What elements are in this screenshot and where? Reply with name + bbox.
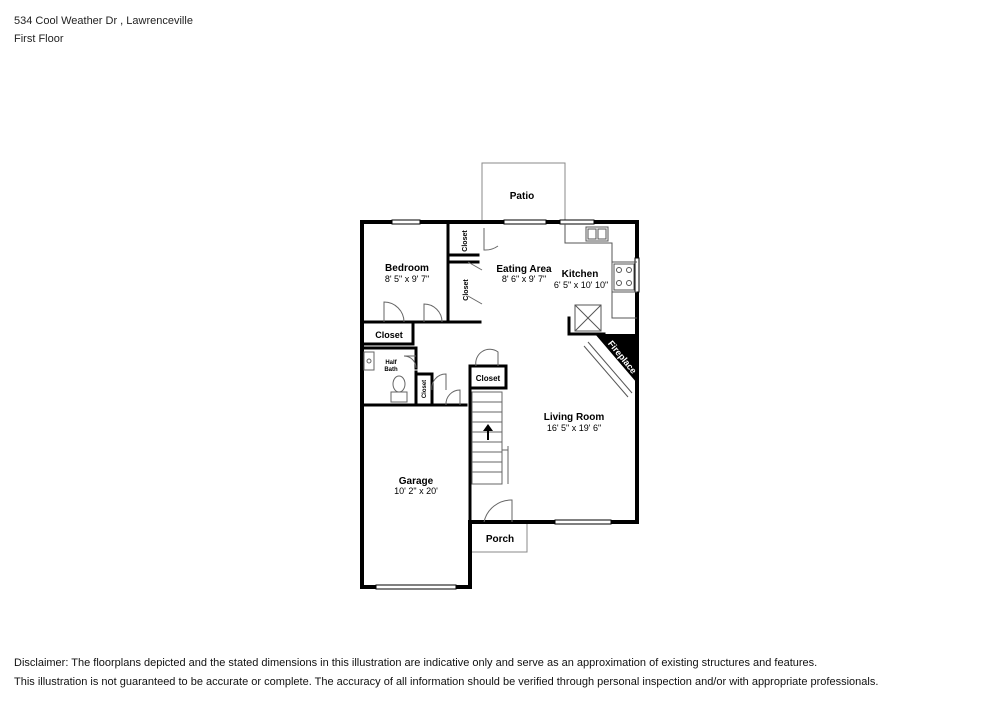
patio-label: Patio bbox=[509, 191, 535, 202]
disclaimer-line-1: Disclaimer: The floorplans depicted and the stated dimensions in this illustration are indicative only and serve as an approximation of existing structures and features. bbox=[14, 657, 818, 669]
eating-area-label: Eating Area bbox=[496, 264, 552, 275]
refrigerator-icon bbox=[575, 305, 601, 331]
sink-icon bbox=[586, 227, 608, 241]
bedroom-label: Bedroom bbox=[385, 263, 429, 274]
vanity-icon bbox=[364, 352, 374, 370]
closet-small-label: Closet bbox=[422, 379, 428, 399]
kitchen-dimensions: 6' 5" x 10' 10" bbox=[553, 280, 609, 290]
half-bath-label-line2: Bath bbox=[384, 367, 398, 373]
bedroom-dimensions: 8' 5" x 9' 7" bbox=[384, 274, 430, 284]
toilet-icon bbox=[391, 376, 407, 402]
half-bath-label-line1: Half bbox=[385, 360, 397, 366]
property-address: 534 Cool Weather Dr , Lawrenceville bbox=[14, 15, 193, 27]
closet-bedroom-label: Closet bbox=[375, 330, 403, 340]
disclaimer-line-2: This illustration is not guaranteed to be accurate or complete. The accuracy of all information should be verified through personal inspection and/or with appropriate professionals. bbox=[14, 676, 879, 688]
living-room-label: Living Room bbox=[543, 412, 605, 423]
garage-dimensions: 10' 2" x 20' bbox=[394, 486, 438, 496]
living-room-dimensions: 16' 5" x 19' 6" bbox=[546, 423, 602, 433]
floor-label: First Floor bbox=[14, 33, 64, 45]
porch-label: Porch bbox=[485, 534, 515, 545]
closet-top-label: Closet bbox=[462, 230, 469, 252]
garage-label: Garage bbox=[398, 476, 434, 487]
eating-area-dimensions: 8' 6" x 9' 7" bbox=[501, 274, 547, 284]
closet-stair-label: Closet bbox=[475, 374, 501, 383]
stove-icon bbox=[614, 264, 634, 290]
kitchen-label: Kitchen bbox=[561, 269, 599, 280]
closet-mid-label: Closet bbox=[463, 279, 470, 301]
stairs bbox=[472, 392, 508, 484]
fireplace-label: Fireplace bbox=[606, 338, 639, 376]
